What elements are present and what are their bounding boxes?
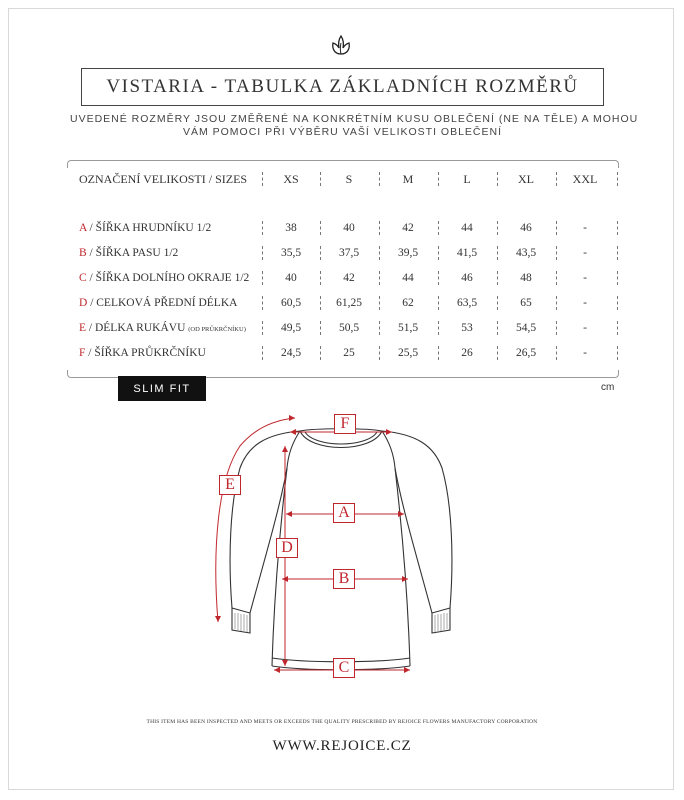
measurement-tag-c: C [333, 658, 355, 678]
measurement-name: / CELKOVÁ PŘEDNÍ DÉLKA [87, 297, 238, 309]
column-divider [617, 172, 618, 186]
column-divider [617, 246, 618, 260]
size-header-m: M [402, 172, 414, 186]
page-title: VISTARIA - TABULKA ZÁKLADNÍCH ROZMĚRŮ [81, 68, 604, 106]
column-divider [617, 346, 618, 360]
table-header-row [67, 170, 619, 188]
measurement-tag-b: B [333, 569, 355, 589]
flower-logo-icon [329, 34, 353, 56]
table-top-bracket [67, 160, 619, 168]
table-cell: 39,5 [397, 247, 419, 259]
column-divider [617, 321, 618, 335]
table-cell: - [583, 322, 587, 334]
table-cell: 35,5 [280, 247, 302, 259]
measurement-label [79, 319, 246, 337]
table-cell: 37,5 [338, 247, 360, 259]
table-cell: 25,5 [397, 347, 419, 359]
table-cell: 54,5 [515, 322, 537, 334]
table-cell: 62 [402, 297, 414, 309]
sweater-outline [210, 408, 472, 683]
table-cell: 43,5 [515, 247, 537, 259]
column-divider [617, 296, 618, 310]
measurement-letter: B [79, 247, 87, 259]
table-row [67, 269, 619, 287]
table-cell: 60,5 [280, 297, 302, 309]
size-header-s: S [345, 172, 353, 186]
size-header-xl: XL [518, 172, 534, 186]
measurement-label [79, 294, 237, 312]
measurement-tag-e: E [219, 475, 241, 495]
table-cell: 49,5 [280, 322, 302, 334]
measurement-name: / ŠÍŘKA DOLNÍHO OKRAJE 1/2 [86, 272, 250, 284]
table-cell: 24,5 [280, 347, 302, 359]
table-cell: 46 [520, 222, 532, 234]
measurement-letter: A [79, 222, 87, 234]
measurement-name: / ŠÍŘKA HRUDNÍKU 1/2 [86, 222, 212, 234]
measurement-letter: D [79, 297, 88, 309]
table-row [67, 319, 619, 337]
table-cell: - [583, 297, 587, 309]
table-cell: 26,5 [515, 347, 537, 359]
table-cell: 53 [461, 322, 473, 334]
table-cell: 25 [343, 347, 355, 359]
table-cell: 44 [402, 272, 414, 284]
subtitle [70, 113, 639, 139]
table-cell: 40 [285, 272, 297, 284]
measurement-label [79, 219, 211, 237]
table-cell: 61,25 [336, 297, 362, 309]
table-cell: - [583, 272, 587, 284]
table-row [67, 294, 619, 312]
measurement-tag-f: F [334, 414, 356, 434]
measurement-letter: F [79, 347, 86, 359]
measurement-tag-d: D [276, 538, 298, 558]
subtitle-line-2: VÁM POMOCI PŘI VÝBĚRU VAŠÍ VELIKOSTI OBLEČENÍ [182, 126, 503, 138]
quality-note: THIS ITEM HAS BEEN INSPECTED AND MEETS OR EXCEEDS THE QUALITY PRESCRIBED BY REJOICE FLOWERS MANUFACTORY CORPORATION [146, 719, 538, 725]
table-cell: 46 [461, 272, 473, 284]
table-cell: - [583, 247, 587, 259]
table-row [67, 344, 619, 362]
table-cell: - [583, 222, 587, 234]
table-cell: 48 [520, 272, 532, 284]
website-link[interactable]: WWW.REJOICE.CZ [272, 738, 412, 754]
table-cell: 51,5 [397, 322, 419, 334]
measurement-name: / ŠÍŘKA PASU 1/2 [86, 247, 179, 259]
measurement-tag-a: A [333, 503, 355, 523]
table-cell: 40 [343, 222, 355, 234]
measurement-label [79, 344, 206, 362]
size-header-xs: XS [283, 172, 299, 186]
size-header-l: L [463, 172, 471, 186]
measurement-note: (OD PRŮKRČNÍKU) [188, 326, 246, 333]
measurement-letter: E [79, 322, 87, 334]
unit-label: cm [601, 382, 615, 393]
measurement-letter: C [79, 272, 87, 284]
table-cell: 65 [520, 297, 532, 309]
size-header-label: OZNAČENÍ VELIKOSTI / SIZES [79, 172, 248, 186]
table-cell: 63,5 [456, 297, 478, 309]
table-cell: 42 [402, 222, 414, 234]
measurement-label [79, 244, 178, 262]
measurement-label [79, 269, 249, 287]
table-cell: 44 [461, 222, 473, 234]
measurement-name: / DÉLKA RUKÁVU [86, 322, 189, 334]
table-row [67, 219, 619, 237]
table-cell: 50,5 [338, 322, 360, 334]
column-divider [617, 271, 618, 285]
table-cell: 26 [461, 347, 473, 359]
table-row [67, 244, 619, 262]
table-cell: 38 [285, 222, 297, 234]
column-divider [617, 221, 618, 235]
fit-badge: SLIM FIT [118, 376, 206, 401]
size-header-xxl: XXL [572, 172, 598, 186]
subtitle-line-1: UVEDENÉ ROZMĚRY JSOU ZMĚŘENÉ NA KONKRÉTNÍM KUSU OBLEČENÍ (NE NA TĚLE) A MOHOU [70, 113, 639, 125]
measurement-name: / ŠÍŘKA PRŮKRČNÍKU [85, 347, 206, 359]
table-cell: - [583, 347, 587, 359]
table-cell: 41,5 [456, 247, 478, 259]
table-cell: 42 [343, 272, 355, 284]
